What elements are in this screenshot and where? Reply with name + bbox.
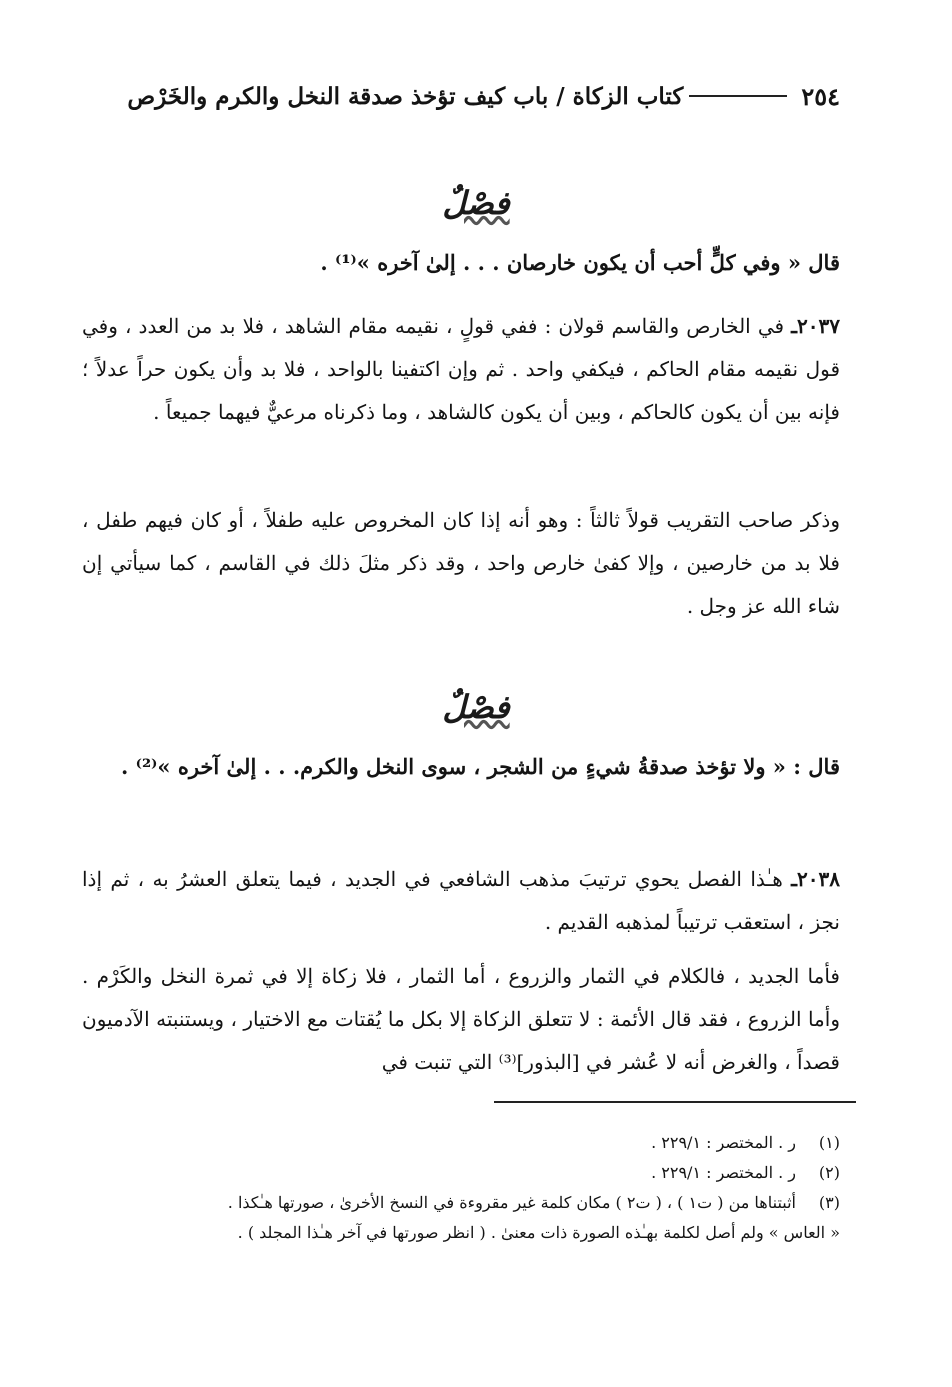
footnotes — [82, 1128, 840, 1248]
footnote-text: ر . المختصر : ٢٢٩/١ . — [651, 1133, 796, 1152]
paragraph-text: هـٰذا الفصل يحوي ترتيبَ مذهب الشافعي في الجديد ، فيما يتعلق العشرُ به ، ثم إذا نجز ، استعقب ترتيباً لمذهبه القديم . — [82, 867, 840, 934]
page-number: ٢٥٤ — [801, 81, 840, 111]
footnote-number: (١) — [818, 1133, 840, 1152]
paragraph — [82, 955, 840, 1084]
footnote-text: أثبتناها من ( ت١ ) ، ( ت٢ ) مكان كلمة غير مقروءة في النسخ الأخرىٰ ، صورتها هـٰكذا . — [227, 1193, 796, 1212]
footnote-number: (٣) — [818, 1193, 840, 1212]
paragraph — [82, 305, 840, 434]
footnote-number: (٢) — [818, 1163, 840, 1182]
fasl-ornament-text: فصْلٌ — [442, 688, 510, 726]
quoted-statement: قال « وفي كلٍّ أحب أن يكون خارصان . . . إلىٰ آخره »⁽¹⁾ . — [320, 250, 840, 275]
fasl-ornament-text: فصْلٌ — [442, 184, 510, 222]
running-title: كتاب الزكاة / باب كيف تؤخذ صدقة النخل والكرم والخَرْص — [127, 82, 684, 110]
header-rule — [689, 95, 787, 97]
fasl-ornament-heading — [421, 172, 531, 234]
paragraph — [82, 858, 840, 944]
footnote — [82, 1128, 840, 1158]
footnote — [82, 1158, 840, 1188]
fasl-ornament-heading — [421, 676, 531, 738]
footnote — [82, 1188, 840, 1218]
running-header — [82, 76, 840, 116]
quoted-statement: قال : « ولا تؤخذ صدقةُ شيءٍ من الشجر ، سوى النخل والكرم. . . إلىٰ آخره »⁽²⁾ . — [121, 754, 840, 779]
footnote-continuation: « العاس » ولم أصل لكلمة بهـٰذه الصورة ذات معنىٰ . ( انظر صورتها في آخر هـٰذا المجلد ) . — [237, 1223, 840, 1242]
paragraph-text: في الخارص والقاسم قولان : ففي قولٍ ، نقيمه مقام الشاهد ، فلا بد من العدد ، وفي قول نقيمه مقام الحاكم ، فيكفي واحد . ثم وإن اكتفينا بالواحد ، فلا بد وأن يكون حراً عدلاً ؛ فإنه بين أن يكون كالحاكم ، وبين أن يكون كالشاهد ، وما ذكرناه مرعيٌّ فيهما جميعاً . — [82, 314, 841, 424]
paragraph-text: فأما الجديد ، فالكلام في الثمار والزروع ، أما الثمار ، فلا زكاة إلا في ثمرة النخل والكَرْم . وأما الزروع ، فقد قال الأئمة : لا تتعلق الزكاة إلا بكل ما يُقتات مع الاختيار ، ويستنبته الآدميون قصداً ، والغرض أنه لا عُشر في [البذور]⁽³⁾ التي تنبت في — [82, 964, 840, 1074]
paragraph-text: وذكر صاحب التقريب قولاً ثالثاً : وهو أنه إذا كان المخروص عليه طفلاً ، أو كان فيهم طفل ، فلا بد من خارصين ، وإلا كفىٰ خارص واحد ، وقد ذكر مثلَ ذلك في القاسم ، كما سيأتي إن شاء الله عز وجل . — [82, 508, 840, 618]
paragraph-number: ٢٠٣٨ـ — [791, 867, 840, 891]
footnote-text: ر . المختصر : ٢٢٩/١ . — [651, 1163, 796, 1182]
paragraph-number: ٢٠٣٧ـ — [791, 314, 840, 338]
paragraph — [82, 499, 840, 628]
footnote-separator — [494, 1101, 856, 1103]
